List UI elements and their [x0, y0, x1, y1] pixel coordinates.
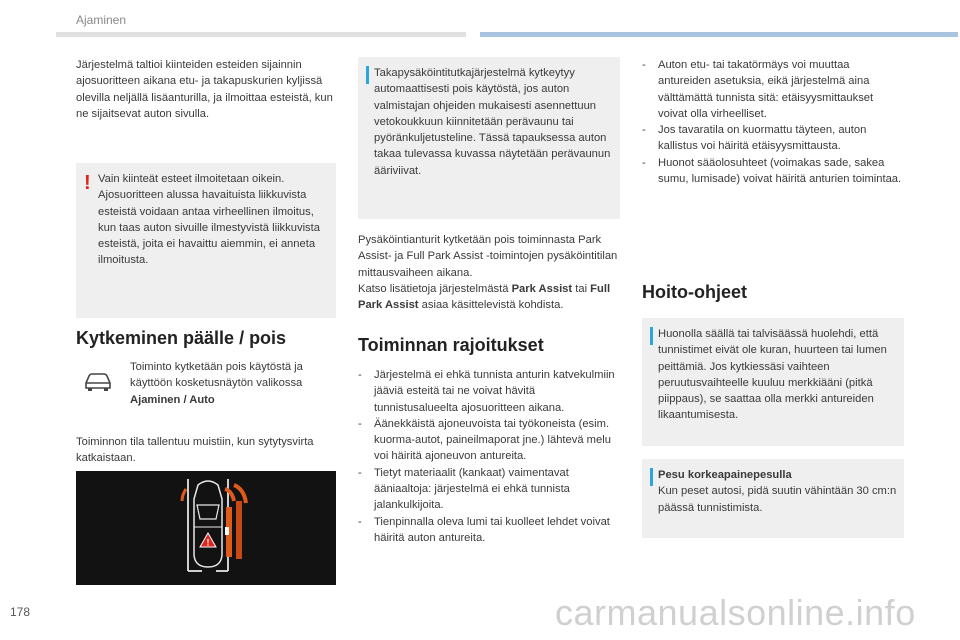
switch-menu-path: Ajaminen / Auto — [130, 393, 215, 406]
washing-text: Kun peset autosi, pidä suutin vähintään 30 cm:n päässä tunnistimista. — [658, 485, 897, 514]
info-note-washing — [642, 459, 904, 538]
heading-limitations: Toiminnan rajoitukset — [358, 335, 544, 355]
section-title: Ajaminen — [76, 13, 127, 27]
full-park-assist-term: Full Park Assist — [358, 282, 611, 312]
intro-paragraph: Järjestelmä taltioi kiinteiden esteiden sijainnin ajosuoritteen aikana etu- ja takapuskurien kyljissä olevilla neljällä lisäanturilla, ja ilmoittaa esteistä, kun ne sijaitsevat auton sivulla. — [76, 59, 333, 120]
info-note-care — [642, 318, 904, 446]
header-divider-right — [480, 32, 958, 37]
info-marker — [650, 468, 653, 486]
memory-note: Toiminnon tila tallentuu muistiin, kun sytytysvirta katkaistaan. — [76, 436, 314, 465]
park-assist-term: Park Assist — [511, 282, 573, 295]
list-item: - Jos tavaratila on kuormattu täyteen, auton kallistus voi häiritä etäisyysmittausta. — [642, 122, 904, 155]
warning-icon: ! — [84, 172, 91, 194]
list-item: - Auton etu- tai takatörmäys voi muuttaa antureiden asetuksia, eikä järjestelmä aina välttämättä tunnista sitä: etäisyysmittaukset voivat olla virheelliset. — [642, 57, 904, 122]
warning-text: Vain kiinteät esteet ilmoitetaan oikein. Ajosuoritteen alussa havaituista liikkuvista esteistä voidaan antaa virheellinen ilmoitus, kun taas auton sivuille ilmestyvistä liikkuvista esteistä, joita ei havaittu aiemmin, ei anneta ilmoitusta. — [98, 173, 320, 267]
parking-text-2-suffix: asiaa käsittelevistä kohdista. — [418, 299, 564, 312]
header-divider-left — [56, 32, 466, 37]
info-marker — [650, 327, 653, 345]
list-item: - Tienpinnalla oleva lumi tai kuolleet lehdet voivat häiritä auton antureita. — [358, 514, 620, 547]
limitations-list — [358, 367, 620, 546]
switch-description — [130, 359, 340, 408]
page-number: 178 — [10, 605, 31, 619]
heading-care: Hoito-ohjeet — [642, 282, 747, 302]
trailer-info-text: Takapysäköintitutkajärjestelmä kytkeytyy automaattisesti pois käytöstä, jos auton valmistajan ohjeiden mukaisesti asennettuun vetokoukkuun kiinnitetään perävaunu tai pyöränkuljetusteline. Tässä tapauksessa auton takaa tulevassa kuvassa näytetään perävaunun ääriviivat. — [374, 67, 611, 177]
list-item: - Äänekkäistä ajoneuvoista tai työkoneista (esim. kuorma-autot, paineilmaporat jne.) lähtevä melu voi häiritä ajoneuvon antureita. — [358, 416, 620, 465]
parking-text-2-prefix: Katso lisätietoja järjestelmästä — [358, 282, 512, 295]
list-item: - Huonot sääolosuhteet (voimakas sade, sakea sumu, lumisade) voivat häiritä anturien toimintaa. — [642, 155, 904, 188]
svg-text:!: ! — [206, 537, 210, 548]
list-item: - Järjestelmä ei ehkä tunnista anturin katvekulmiin jääviä esteitä tai ne voivat hävitä tunnistusalueelta ajosuoritteen aikana. — [358, 367, 620, 416]
parking-text-1: Pysäköintianturit kytketään pois toiminnasta Park Assist- ja Full Park Assist -toimintojen pysäköintitilan mittausvaiheen aikana. — [358, 234, 618, 279]
limitations-list-continued — [642, 57, 904, 187]
washing-note — [658, 467, 900, 516]
info-note-trailer — [358, 57, 620, 219]
parking-assist-paragraph — [358, 232, 620, 313]
warning-note — [76, 163, 336, 318]
heading-switch: Kytkeminen päälle / pois — [76, 328, 287, 348]
care-info-text: Huonolla säällä tai talvisäässä huolehdi, että tunnistimet eivät ole kuran, huurteen tai lumen peittämiä. Jos kytkiessäsi vaihteen peruutusvaihteelle kuuluu merkkiääni (pitkä piippaus), se saattaa olla merkki antureiden likaantumisesta. — [658, 328, 887, 422]
list-item: - Tietyt materiaalit (kankaat) vaimentavat ääniaaltoja: järjestelmä ei ehkä tunnista jalankulkijoita. — [358, 465, 620, 514]
washing-title: Pesu korkeapainepesulla — [658, 469, 792, 481]
info-marker — [366, 66, 369, 84]
car-icon — [83, 370, 113, 392]
parking-text-2-mid: tai — [572, 282, 591, 295]
switch-text: Toiminto kytketään pois käytöstä ja käyttöön kosketusnäytön valikossa — [130, 361, 303, 390]
watermark: carmanualsonline.info — [555, 592, 916, 633]
parking-sensor-illustration — [76, 471, 336, 585]
